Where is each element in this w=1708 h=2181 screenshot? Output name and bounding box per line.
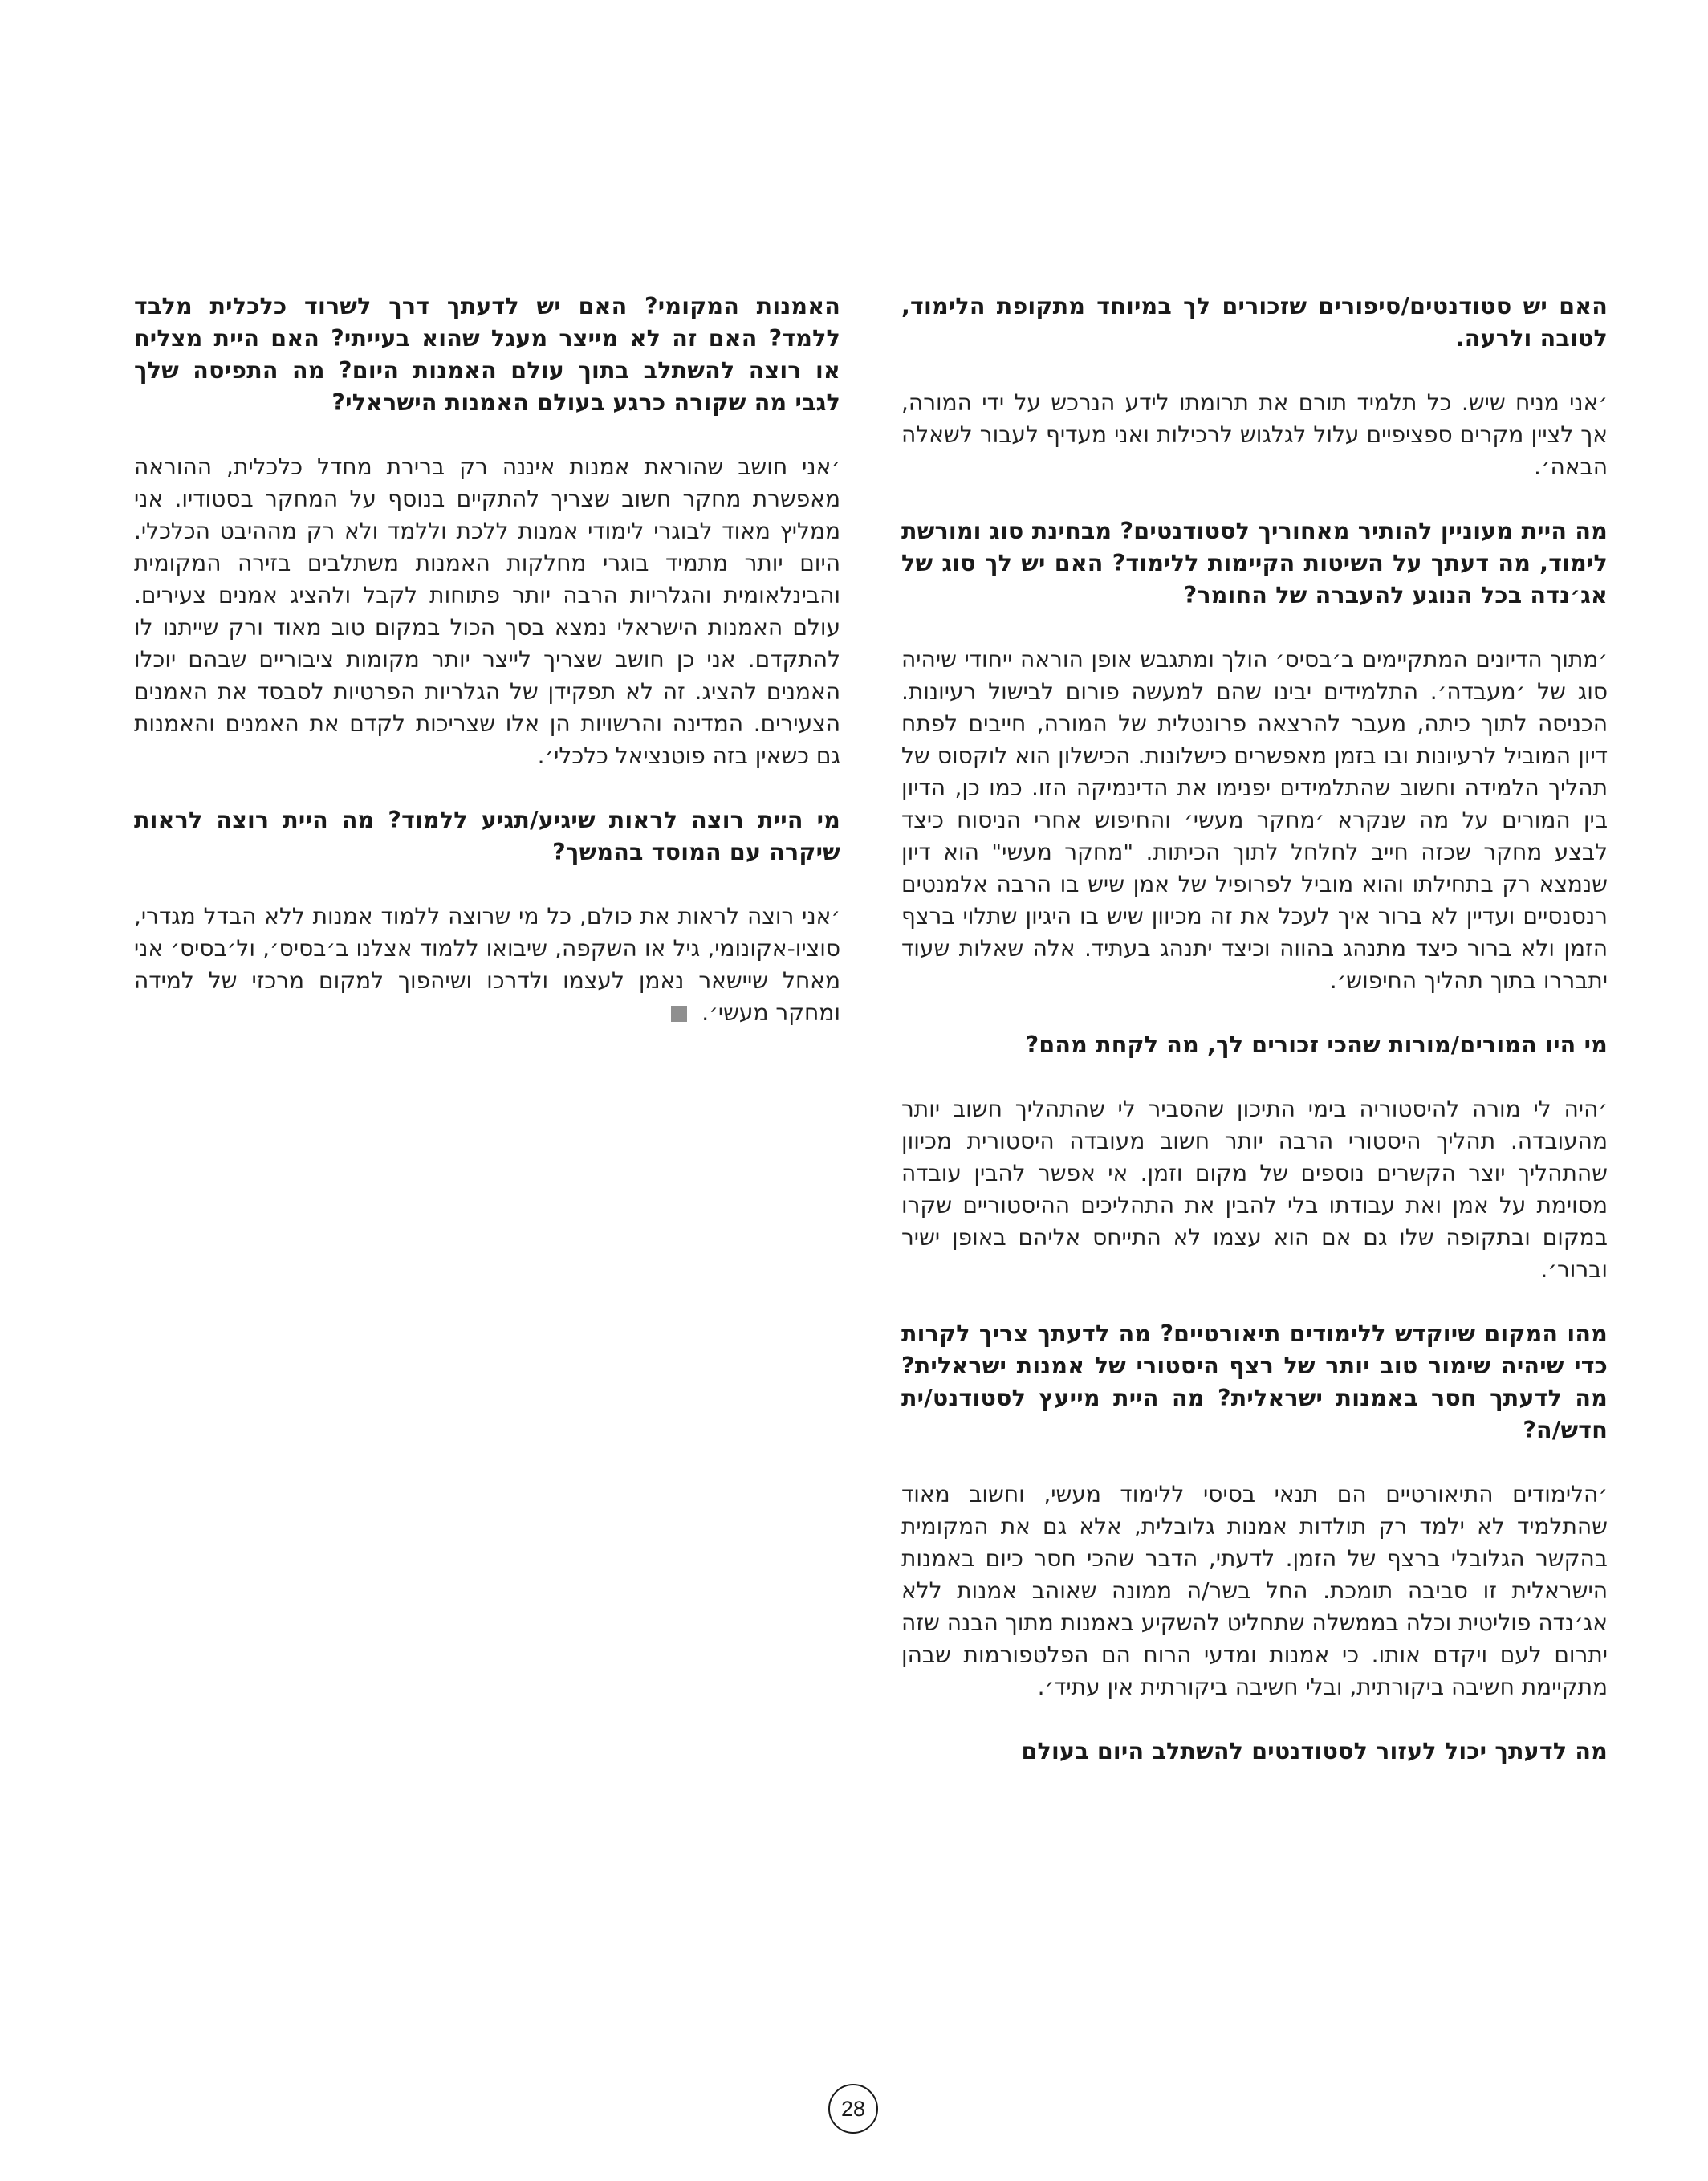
answer-paragraph: ׳אני חושב שהוראת אמנות איננה רק ברירת מחדל כלכלית, ההוראה מאפשרת מחקר חשוב שצריך להתקיים בנוסף על המחקר בסטודיו. אני ממליץ מאוד לבוגרי לימודי אמנות ללכת וללמד ולא רק מההיבט הכלכלי. היום יותר מתמיד בוגרי מחלקות האמנות משתלבים בזירה המקומית והבינלאומית והגלריות הרבה יותר פתוחות לקבל ולהציג אמנים צעירים. עולם האמנות הישראלי נמצא בסך הכול במקום טוב מאוד ורק שייתנו לו להתקדם. אני כן חושב שצריך לייצר יותר מקומות ציבוריים שבהם יוכלו האמנים להציג. זה לא תפקידן של הגלריות הפרטיות לסבסד את האמנים הצעירים. המדינה והרשויות הן אלו שצריכות לקדם את האמנים והאמנות גם כשאין בזה פוטנציאל כלכלי׳.: [134, 454, 840, 769]
answer-paragraph: ׳הלימודים התיאורטיים הם תנאי בסיסי ללימוד מעשי, וחשוב מאוד שהתלמיד לא ילמד רק תולדות אמנות גלובלית, אלא גם את המקומית בהקשר הגלובלי ברצף של הזמן. לדעתי, הדבר שהכי חסר כיום באמנות הישראלית זו סביבה תומכת. החל בשר/ה ממונה שאוהב אמנות ללא אג׳נדה פוליטית וכלה בממשלה שתחליט להשקיע באמנות מתוך הבנה שזה יתרום לעם ויקדם אותו. כי אמנות ומדעי הרוח הם הפלטפורמות שבהן מתקיימת חשיבה ביקורתית, ובלי חשיבה ביקורתית אין עתיד׳.: [901, 1481, 1608, 1700]
left-column: [134, 291, 840, 1061]
question-heading-continuation: האמנות המקומי? האם יש לדעתך דרך לשרוד כלכלית מלבד ללמד? האם זה לא מייצר מעגל שהוא בעייתי? האם היית מצליח או רוצה להשתלב בתוך עולם האמנות היום? מה התפיסה שלך לגבי מה שקורה כרגע בעולם האמנות הישראלי?: [134, 293, 840, 416]
end-of-article-square-icon: [671, 1006, 687, 1022]
question-heading: מהו המקום שיוקדש ללימודים תיאורטיים? מה לדעתך צריך לקרות כדי שיהיה שימור טוב יותר של רצף היסטורי של אמנות ישראלית? מה לדעתך חסר באמנות ישראלית? מה היית מייעץ לסטודנט/ית חדש/ה?: [901, 1320, 1608, 1443]
final-answer-paragraph: [134, 901, 840, 1029]
right-column: [901, 291, 1608, 1800]
question-heading: מי היו המורים/מורות שהכי זכורים לך, מה לקחת מהם?: [1025, 1031, 1608, 1058]
question-heading: מי היית רוצה לראות שיגיע/תגיע ללמוד? מה היית רוצה לראות שיקרה עם המוסד בהמשך?: [134, 807, 840, 865]
page-number: 28: [840, 2096, 866, 2121]
answer-paragraph: ׳מתוך הדיונים המתקיימים ב׳בסיס׳ הולך ומתגבש אופן הוראה ייחודי שיהיה סוג של ׳מעבדה׳. התלמידים יבינו שהם למעשה פורום לבישול רעיונות. הכניסה לתוך כיתה, מעבר להרצאה פרונטלית של המורה, חייבים לפתח דיון המוביל לרעיונות ובו בזמן מאפשרים כישלונות. הכישלון הוא לוקסוס של תהליך הלמידה וחשוב שהתלמידים יפנימו את הדינמיקה הזו. כמו כן, הדיון בין המורים על מה שנקרא ׳מחקר מעשי׳ והחיפוש אחרי הניסוח כיצד לבצע מחקר שכזה חייב לחלחל לתוך הכיתות. "מחקר מעשי" הוא דיון שנמצא רק בתחילתו והוא מוביל לפרופיל של אמן שיש בו הרבה אלמנטים רנסנסיים ועדיין לא ברור איך לעכל את זה מכיוון שיש בו היגיון שתלוי ברצף הזמן ולא ברור כיצד מתנהג בהווה וכיצד יתנהג בעתיד. אלה שאלות שעוד יתבררו בתוך תהליך החיפוש׳.: [901, 646, 1608, 994]
question-heading-continued: מה לדעתך יכול לעזור לסטודנטים להשתלב היום בעולם: [1021, 1738, 1608, 1764]
final-answer-text: ׳אני רוצה לראות את כולם, כל מי שרוצה ללמוד אמנות ללא הבדל מגדרי, סוציו-אקונומי, גיל או השקפה, שיבואו ללמוד אצלנו ב׳בסיס׳, ול׳בסיס׳ אני מאחל שיישאר נאמן לעצמו ולדרכו ושיהפוך למקום מרכזי של למידה ומחקר מעשי׳.: [134, 903, 840, 1026]
page-number-badge: [828, 2084, 878, 2134]
answer-paragraph: ׳אני מניח שיש. כל תלמיד תורם את תרומתו לידע הנרכש על ידי המורה, אך לציין מקרים ספציפיים עלול לגלגוש לרכילות ואני מעדיף לעבור לשאלה הבאה׳.: [901, 389, 1608, 480]
question-heading: האם יש סטודנטים/סיפורים שזכורים לך במיוחד מתקופת הלימוד, לטובה ולרעה.: [901, 293, 1608, 352]
question-heading: מה היית מעוניין להותיר מאחוריך לסטודנטים? מבחינת סוג ומורשת לימוד, מה דעתך על השיטות הקיימות ללימוד? האם יש לך סוג של אג׳נדה בכל הנוגע להעברה של החומר?: [901, 518, 1608, 608]
answer-paragraph: ׳היה לי מורה להיסטוריה בימי התיכון שהסביר לי שהתהליך חשוב יותר מהעובדה. תהליך היסטורי הרבה יותר חשוב מעובדה היסטורית מכיוון שהתהליך יוצר הקשרים נוספים של מקום וזמן. אי אפשר להבין עובדה מסוימת על אמן ואת עבודתו בלי להבין את התהליכים ההיסטוריים שקרו במקום ובתקופה שלו גם אם הוא עצמו לא התייחס אליהם באופן ישיר וברור׳.: [901, 1096, 1608, 1283]
